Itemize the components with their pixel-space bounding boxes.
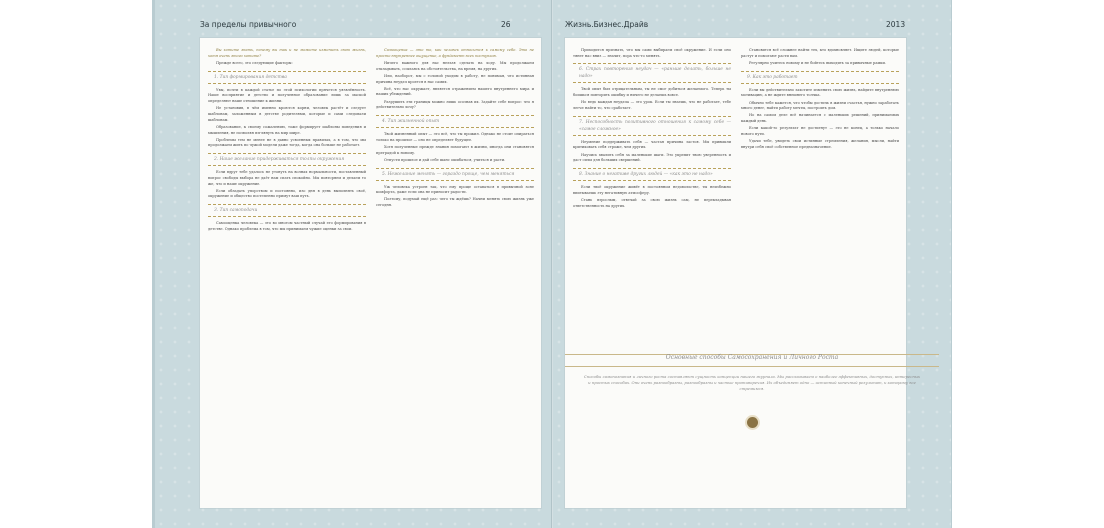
paragraph: Обычно тебе кажется, что чтобы достичь в жизни счастья, нужно заработать много денег, найти работу мечты, построить дом.	[741, 100, 899, 111]
left-page	[155, 0, 553, 528]
right-page	[553, 0, 951, 528]
paragraph: Всё, что нас окружает, является отражением нашего внутреннего мира и наших убеждений.	[376, 86, 534, 97]
paragraph: Твой жизненный опыт — это всё, что ты прожил. Однако не стоит опираться только на прошлое — оно не определяет будущее.	[376, 132, 534, 142]
paragraph: Удачи тебе, увидеть свои истинные стремления, желания, мысли, найти внутри себя своё собственное предназначение.	[741, 139, 899, 149]
paragraph: Не установив, в чём именно кроются корни, человек растёт и следует шаблонам, заложенным в детстве родителями, которые и сами следовали шаблонам.	[208, 106, 366, 122]
paragraph: Становится всё сложнее найти тех, кто вдохновляет. Ищите людей, которые растут и помогают расти вам.	[741, 48, 899, 58]
paragraph: Научись хвалить себя за маленькие шаги. Это укрепит твою уверенность и даст силы для больших свершений.	[573, 152, 731, 163]
ornament-medallion-icon	[747, 417, 758, 428]
paragraph: Самооценка человека — это во многом частный случай его формирования в детстве. Однако проблема в том, что мы принимаем чужие оценки за свои.	[208, 221, 366, 231]
paragraph: Если какой-то результат не достигнут — это не конец, а только начало нового пути.	[741, 126, 899, 137]
section-heading-2: 2. Наше желание придерживаться толпы окружения	[208, 153, 366, 166]
paragraph: Уж человека устроен так, что ему проще оставаться в привычной зоне комфорта, даже если она не приносит радости.	[376, 184, 534, 195]
right-page-number: 2013	[886, 20, 906, 29]
paragraph: Отпусти прошлое и дай себе шанс ошибаться, учиться и расти.	[384, 157, 506, 162]
section-heading-3: 3. Тип самоподачи	[208, 204, 366, 217]
section-heading-7: 7. Неспособность позитивного отношения к самому себе — «самое сложное»	[573, 116, 731, 136]
right-column-1	[573, 48, 731, 211]
left-text-sheet	[200, 38, 541, 508]
paragraph: Поэтому, подумай ещё раз: чего ты ждёшь? Начни менять свою жизнь уже сегодня.	[376, 197, 534, 208]
paragraph: Твой опыт был отрицательным, ты не смог добиться желаемого. Теперь ты боишься повторить ошибку и ничего не делаешь вовсе.	[573, 87, 731, 98]
intro-lead: Прежде всего, это следующие факторы:	[216, 60, 293, 65]
paragraph: Регулярно учитесь новому и не бойтесь выходить за привычные рамки.	[749, 60, 887, 65]
right-column-2	[741, 48, 899, 152]
paragraph: Если обладать упорством и постоянно, изо дня в день выполнять своё, окружение и общество постепенно примут ваш путь.	[208, 188, 366, 199]
ornament-rule-bottom	[565, 366, 939, 367]
left-running-head: За пределы привычного	[200, 20, 297, 29]
left-page-number: 26	[501, 20, 511, 29]
section-heading-1: 1. Тип формирования детства	[208, 71, 366, 84]
paragraph: Если вы действительно захотите изменить свою жизнь, найдите внутреннюю мотивацию, а не ждите внешнего толчка.	[741, 87, 899, 98]
left-column-1	[208, 48, 366, 234]
paragraph: Увы, почти в каждой статье по этой психологии прячется уязвлённость. Наше восприятие и детство и полученное образование лишь за маской определяют наше отношение к жизни.	[208, 87, 366, 104]
paragraph: Если вдруг тебе удалось не утонуть на волнах нормальности, поставленный вопрос свободы выбора не даёт нам спать спокойно. Мы повторяем и делаем то же, что и наше окружение.	[208, 170, 366, 186]
section-heading-5: 5. Нежелание менять — гораздо проще, чем меняться	[376, 168, 534, 181]
paragraph: Неумение поддерживать себя — частая причина застоя. Мы привыкли критиковать себя строже, чем других.	[573, 139, 731, 150]
left-column-2	[376, 48, 534, 210]
paragraph: Разрушить эти границы можно лишь осознав их. Задайте себе вопрос: что я действительно хочу?	[376, 99, 534, 110]
section-heading-8: 8. Знание о негативе других людей — «как это не надо»	[573, 168, 731, 181]
box-text: Способы самопознания и личного роста составляют сущность концепции нашего журнала. Мы рассказываем о наиболее эффективных, доступных, интересных и простых способах. Они очень разнообразны, разнообразны и частые противоречия. Их объединяет одно — истинный конечный результат, к которому все стремимся.	[583, 374, 921, 391]
paragraph: Образование, к своему сожалению, тоже формирует шаблоны поведения и мышления, не позволяя взглянуть на мир шире.	[208, 124, 366, 135]
paragraph: Но ведь каждая неудача — это урок. Если ты знаешь, что не работает, тебе легче найти то, что сработает.	[573, 100, 731, 111]
intro-quote: Вы хотите знать, почему вы так и не можете изменить свою жизнь, хотя очень этого хотите?	[208, 48, 366, 58]
lead-quote: Самооценка — это то, как человек относится к самому себе. Это не просто внутреннее ощущение, а фундамент всех поступков.	[376, 48, 534, 58]
section-heading-6: 6. Страх повторения неудач — «раньше делать, больше не надо»	[573, 63, 731, 83]
paragraph: Стань взрослым, отвечай за свою жизнь сам, не перекладывая ответственность на других.	[573, 197, 731, 208]
paragraph: Проблемы тем не менее не в давно усвоенных правилах, а в том, что мы продолжаем жить по чужой модели даже тогда, когда она больше не работает.	[208, 137, 366, 148]
section-heading-4: 4. Тип жизненной опыт	[376, 115, 534, 128]
paragraph: Если твоё окружение живёт в постоянном недовольстве, ты неизбежно впитываешь эту негативную атмосферу.	[573, 185, 731, 195]
section-heading-9: 9. Как это работает	[741, 71, 899, 84]
paragraph: Приходится признать, что мы сами выбираем своё окружение. И если оно тянет нас вниз — значит, пора что-то менять.	[573, 48, 731, 58]
paragraph: Или, наоборот, мы с головой уходим в работу, не понимая, что истинная причина неудач кроется в нас самих.	[376, 73, 534, 84]
box-title: Основные способы Самосохранения и Личного Роста	[665, 354, 839, 361]
paragraph: Ничего важного для нас нельзя сделать на ходу. Мы продолжаем откладывать, ссылаясь на обстоятельства, на время, на других.	[376, 60, 534, 71]
right-running-head: Жизнь.Бизнес.Драйв	[565, 20, 649, 29]
paragraph: Хотя полученные прежде знания помогают в жизни, иногда они становятся преградой к новому.	[376, 144, 534, 155]
paragraph: Но на самом деле всё начинается с маленьких решений, принимаемых каждый день.	[741, 113, 899, 124]
right-text-sheet	[565, 38, 906, 508]
